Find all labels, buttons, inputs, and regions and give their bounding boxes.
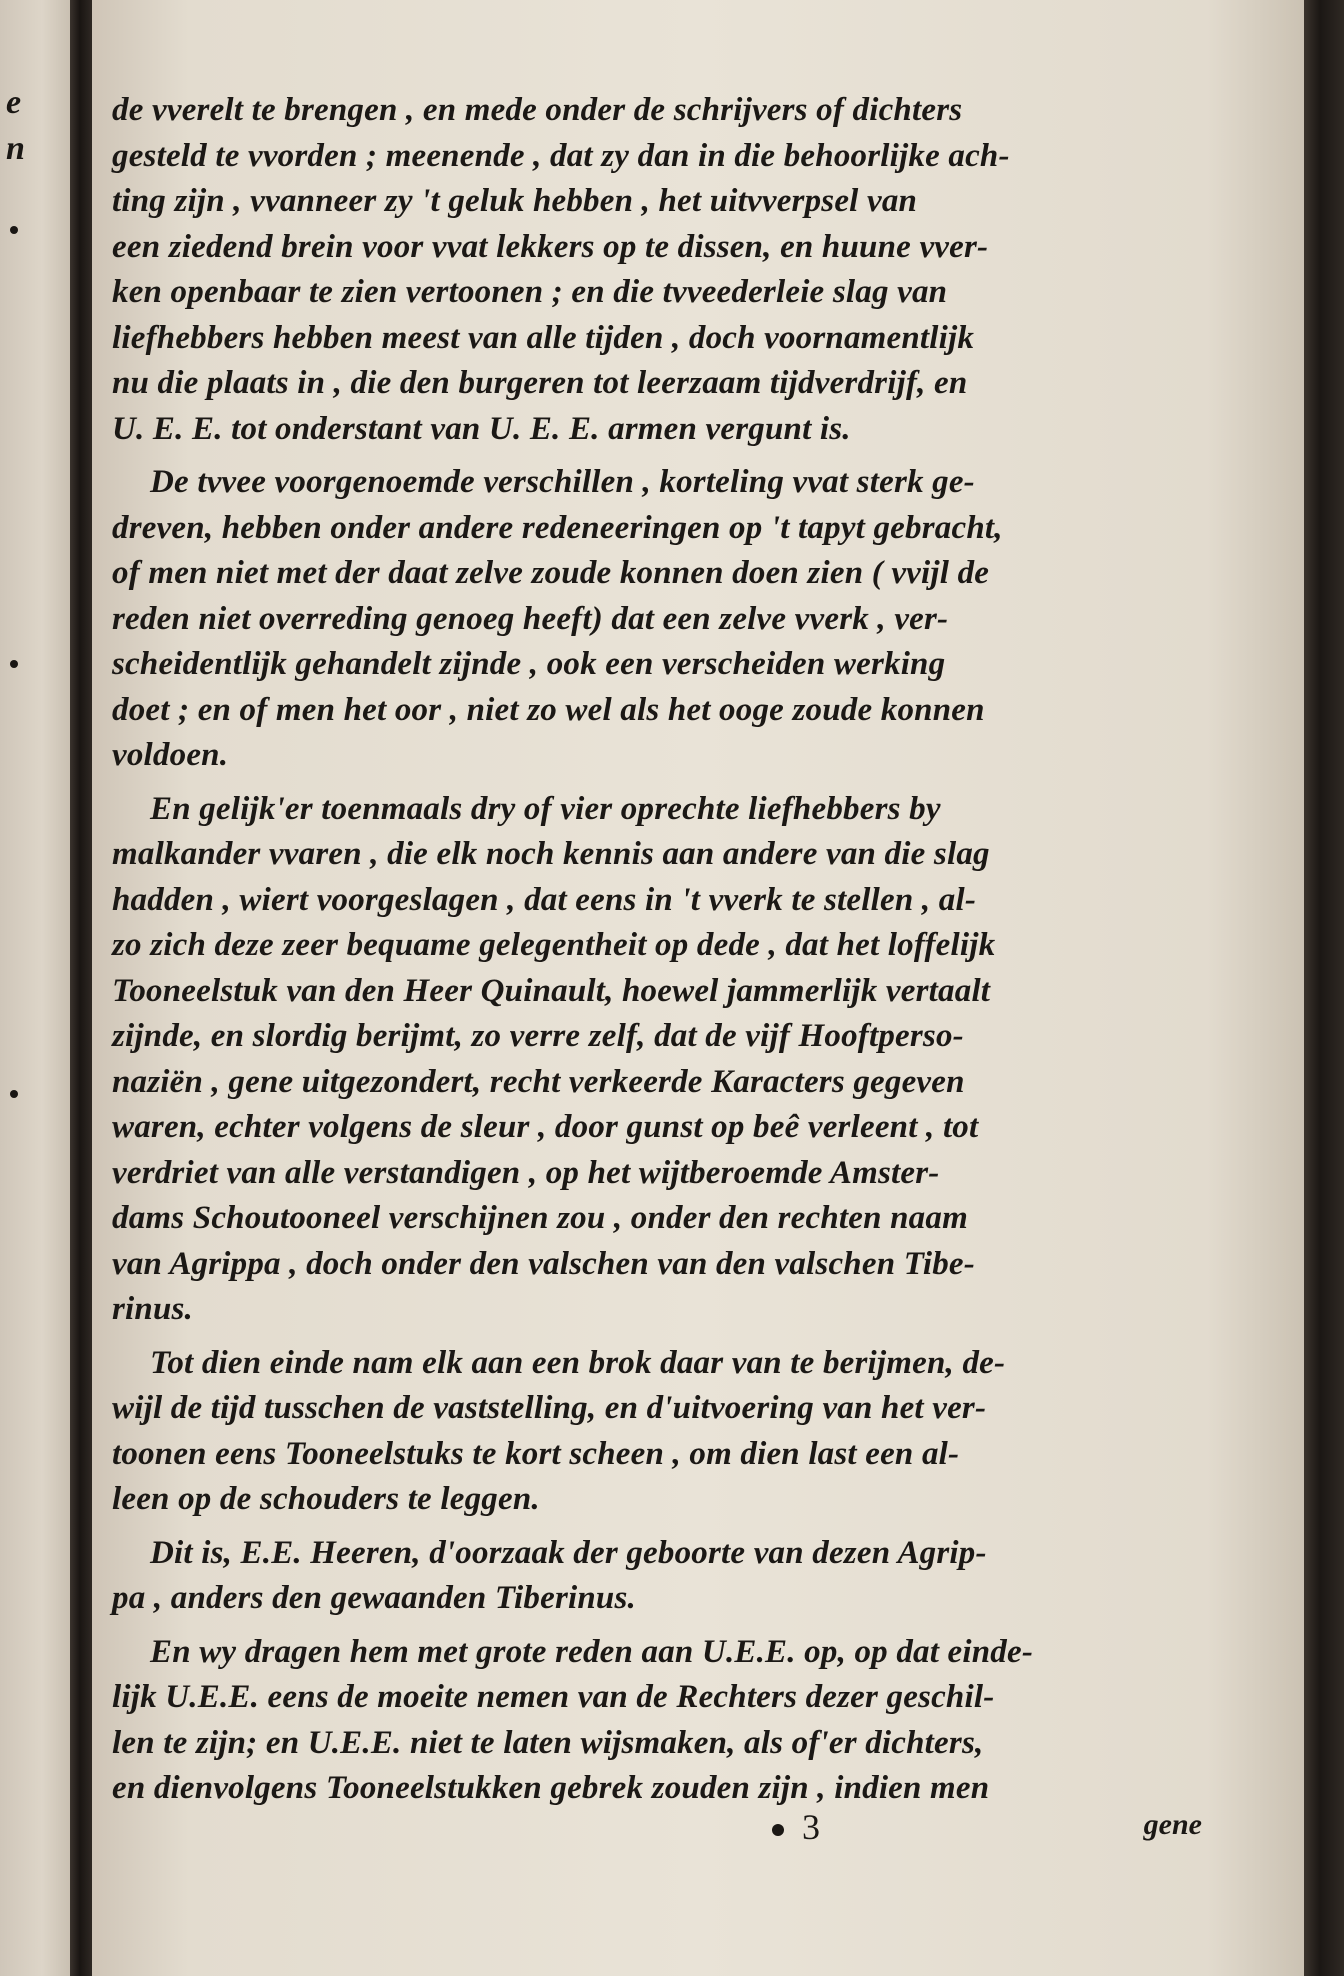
paragraph [112,1341,1212,1523]
catchword: gene [1143,1808,1202,1841]
text-line: liefhebbers hebben meest van alle tijden , doch voornamentlijk [112,319,975,356]
text-line: voldoen. [112,737,229,773]
ink-speck [10,226,18,234]
ink-speck [10,660,18,668]
book-gutter [70,0,92,1976]
text-line: hadden , wiert voorgeslagen , dat eens in 't vverk te stellen , al- [112,881,977,918]
text-line: malkander vvaren , die elk noch kennis aan andere van die slag [112,836,990,872]
paragraph [112,1630,1212,1812]
text-line: dams Schoutooneel verschijnen zou , onder den rechten naam [112,1200,968,1236]
text-line: Dit is, E.E. Heeren, d'oorzaak der geboorte van dezen Agrip- [150,1534,987,1571]
paragraph [112,1531,1212,1622]
facing-page-fragment: n [6,130,25,167]
text-line: toonen eens Tooneelstuks te kort scheen , om dien last een al- [112,1435,960,1472]
page-footer [112,1806,1212,1852]
paragraph [112,88,1212,452]
text-line: rinus. [112,1291,194,1327]
text-line: len te zijn; en U.E.E. niet te laten wijsmaken, als of'er dichters, [112,1724,984,1761]
text-line: U. E. E. tot onderstant van U. E. E. armen vergunt is. [112,410,851,447]
text-line: pa , anders den gewaanden Tiberinus. [112,1580,636,1616]
text-line: lijk U.E.E. eens de moeite nemen van de Rechters dezer geschil- [112,1679,995,1715]
text-line: Tot dien einde nam elk aan een brok daar van te berijmen, de- [150,1344,1006,1381]
text-line: ting zijn , vvanneer zy 't geluk hebben , het uitvverpsel van [112,183,918,219]
text-line: De tvvee voorgenoemde verschillen , korteling vvat sterk ge- [150,464,975,500]
text-line: doet ; en of men het oor , niet zo wel als het ooge zoude konnen [112,691,985,728]
text-line: of men niet met der daat zelve zoude konnen doen zien ( vvijl de [112,555,990,591]
text-line: En wy dragen hem met grote reden aan U.E.E. op, op dat einde- [150,1633,1034,1670]
paragraph [112,460,1212,779]
facing-page [0,0,70,1976]
text-line: En gelijk'er toenmaals dry of vier oprechte liefhebbers by [150,790,941,827]
text-line: wijl de tijd tusschen de vaststelling, en d'uitvoering van het ver- [112,1390,987,1426]
text-line: zo zich deze zeer bequame gelegentheit op dede , dat het loffelijk [112,927,996,963]
body-text [112,88,1212,1812]
paragraph [112,787,1212,1333]
page-number: 3 [802,1807,820,1847]
ink-speck [10,1090,18,1098]
text-line: zijnde, en slordig berijmt, zo verre zelf, dat de vijf Hooftperso- [112,1018,964,1054]
text-line: van Agrippa , doch onder den valschen van den valschen Tibe- [112,1245,975,1282]
facing-page-fragment: e [6,84,22,121]
text-line: ken openbaar te zien vertoonen ; en die tvveederleie slag van [112,274,948,310]
text-line: naziën , gene uitgezondert, recht verkeerde Karacters gegeven [112,1063,965,1100]
text-line: nu die plaats in , die den burgeren tot leerzaam tijdverdrijf, en [112,365,968,401]
signature-mark [772,1824,784,1836]
text-line: gesteld te vvorden ; meenende , dat zy dan in die behoorlijke ach- [112,137,1010,174]
text-line: scheidentlijk gehandelt zijnde , ook een verscheiden werking [112,646,946,682]
text-line: de vverelt te brengen , en mede onder de schrijvers of dichters [112,92,963,128]
page-edge [1304,0,1344,1976]
text-line: Tooneelstuk van den Heer Quinault, hoewel jammerlijk vertaalt [112,972,991,1009]
text-line: reden niet overreding genoeg heeft) dat een zelve vverk , ver- [112,600,949,637]
text-line: verdriet van alle verstandigen , op het wijtberoemde Amster- [112,1154,940,1191]
text-line: en dienvolgens Tooneelstukken gebrek zouden zijn , indien men [112,1770,990,1806]
text-line: dreven, hebben onder andere redeneeringen op 't tapyt gebracht, [112,509,1003,546]
text-line: een ziedend brein voor vvat lekkers op te dissen, en huune vver- [112,228,989,265]
text-line: leen op de schouders te leggen. [112,1481,540,1517]
text-line: waren, echter volgens de sleur , door gunst op beê verleent , tot [112,1109,979,1145]
